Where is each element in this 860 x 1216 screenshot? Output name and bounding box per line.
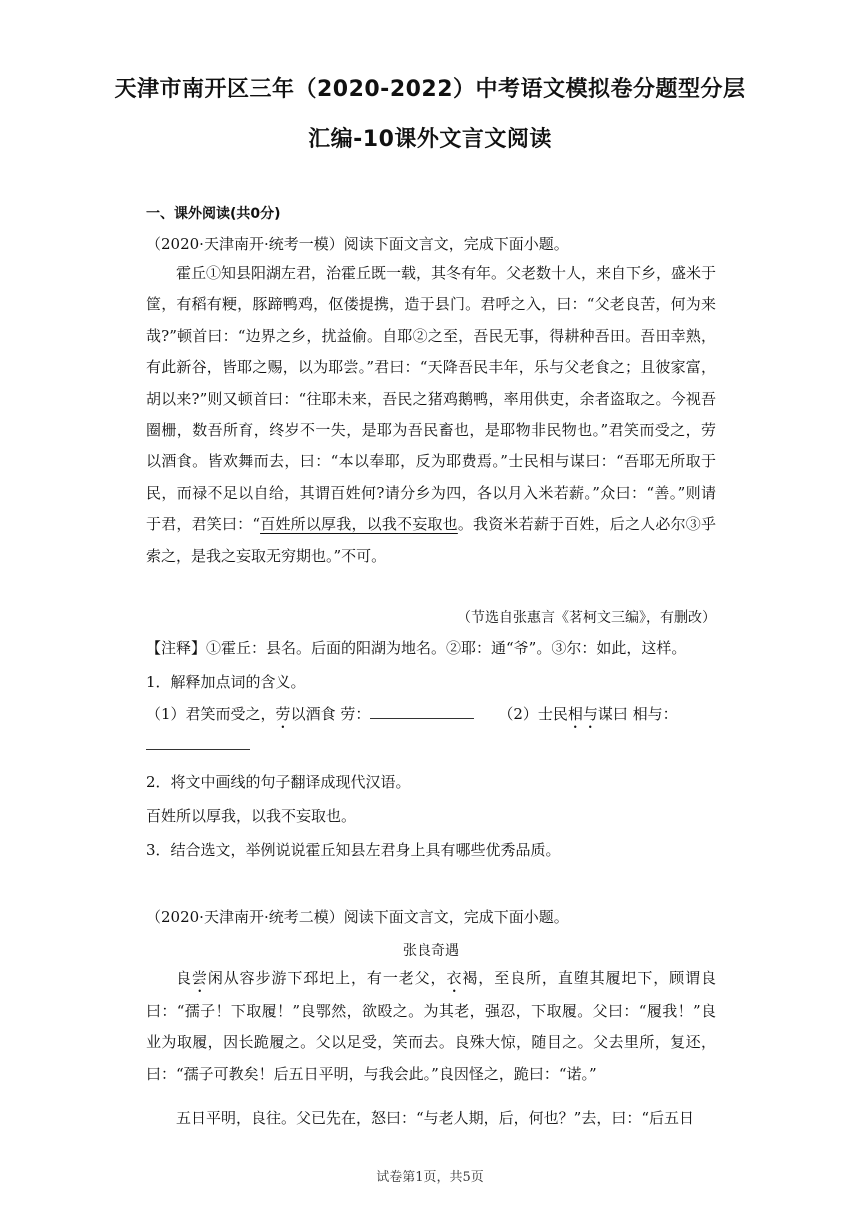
q1-sub1-a-post: 以酒食 劳： <box>290 705 371 723</box>
q2-p1-dot-1: 尝 <box>191 969 208 987</box>
q2-passage-title: 张良奇遇 <box>403 943 459 959</box>
q1-sub1-stem: 1．解释加点词的含义。 <box>146 673 306 691</box>
q1-sub2-stem: 2．将文中画线的句子翻译成现代汉语。 <box>146 773 411 791</box>
q1-sub1-b-answer-line <box>146 735 716 754</box>
q1-passage-text-d: 相与 <box>539 452 570 471</box>
q1-passage <box>146 258 716 572</box>
q1-note: 【注释】①霍丘：县名。后面的阳湖为地名。②耶：通“爷”。③尔：如此，这样。 <box>146 639 687 657</box>
q1-passage-text-a: 霍丘①知县阳湖左君，治霍丘既一载，其冬有年。父老数十人，来自下乡，盛米于筐，有稻有粳，豚蹄鸭鸡，伛偻提携，造于县门。君呼之入，曰：“父老良苦，何为来哉?”顿首曰：“边界之乡，扰益偷。自耶②之至，吾民无事，得耕种吾田。吾田幸熟，有此新谷，皆耶之赐，以为耶尝。”君曰：“天降吾民丰年，乐与父老食之；且彼家富，胡以来?”则又顿首曰：“往耶未来，吾民之猪鸡鹅鸭，率用供吏，余者盗取之。今视吾圈栅，数吾所育，终岁不一失，是耶为吾民畜也，是耶物非民物也。”君笑而受之， <box>146 264 717 440</box>
q1-source: （2020·天津南开·统考一模）阅读下面文言文，完成下面小题。 <box>146 235 569 253</box>
q1-sub1-a-word: 劳 <box>275 705 291 723</box>
q1-sub1-b-post: 谋曰 相与： <box>597 705 678 723</box>
q2-p1-pre: 良 <box>176 969 192 987</box>
q1-passage-text-f: 。我资米若薪于百姓，后之人必尔③乎索之，是我之妄取无穷期也。”不可。 <box>146 515 716 565</box>
q1-sub2-sentence: 百姓所以厚我，以我不妄取也。 <box>146 807 357 825</box>
q2-p1-rest: 褐，至良所，直堕其履圯下，顾谓良曰：“孺子！下取履！”良鄂然，欲殴之。为其老，强忍，下取履。父曰：“履我！”良业为取履，因长跪履之。父以足受，笑而去。良殊大惊，随目之。父去里所，复还，曰：“孺子可教矣！后五日平明，与我会此。”良因怪之，跪曰：“诺。” <box>146 969 716 1083</box>
page-footer: 试卷第1页，共5页 <box>376 1170 484 1185</box>
q1-sub1-a-answer-blank[interactable] <box>370 704 474 719</box>
q1-sub3-stem: 3．结合选文，举例说说霍丘知县左君身上具有哪些优秀品质。 <box>146 841 561 859</box>
q2-p1-dot-2: 衣 <box>446 969 463 987</box>
page-title-line-2: 汇编-10课外文言文阅读 <box>308 127 552 152</box>
q1-passage-text-e: 谋曰：“吾耶无所取于民，而禄不足以自给，其谓百姓何?请分乡为四，各以月入米若薪。”众曰：“善。”则请于君，君笑曰：“ <box>146 452 716 534</box>
q1-underlined-sentence: 百姓所以厚我，以我不妄取也 <box>260 515 458 534</box>
q2-passage-para-1 <box>146 963 716 1090</box>
q1-sub1-b-pre: （2）士民 <box>498 705 568 723</box>
q1-sub1-b-word: 相与 <box>567 705 598 723</box>
section-heading: 一、课外阅读(共0分) <box>146 206 281 222</box>
q1-passage-text-c: 以酒食。皆欢舞而去，曰：“本以奉耶，反为耶费焉。”士民 <box>146 452 540 471</box>
q1-passage-text-b: 劳 <box>700 421 716 440</box>
q1-sub1-a-pre: （1）君笑而受之， <box>146 705 276 723</box>
q1-sub1-items <box>146 703 716 732</box>
q2-source: （2020·天津南开·统考二模）阅读下面文言文，完成下面小题。 <box>146 908 569 926</box>
page-title-line-1: 天津市南开区三年（2020-2022）中考语文模拟卷分题型分层 <box>114 77 746 102</box>
q2-passage-para-2: 五日平明，良往。父已先在，怒曰：“与老人期，后，何也？”去，曰：“后五日 <box>176 1109 695 1127</box>
q2-p1-mid: 闲从容步游下邳圯上，有一老父， <box>207 969 447 987</box>
q1-sub1-b-answer-blank[interactable] <box>146 735 250 750</box>
q1-citation: （节选自张惠言《茗柯文三编》，有删改） <box>457 610 716 626</box>
